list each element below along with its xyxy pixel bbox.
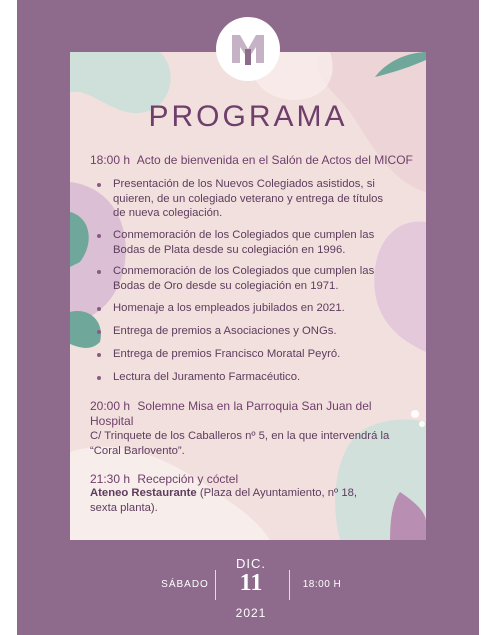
session-2-title: Solemne Misa en la Parroquia San Juan del	[137, 399, 372, 413]
session-2-time: 20:00 h	[90, 399, 131, 413]
footer-month: DIC.	[236, 556, 266, 571]
bullet-icon	[97, 234, 101, 238]
bullet-icon	[97, 330, 101, 334]
session-2-detail: C/ Trinquete de los Caballeros nº 5, en la que intervendrá la “Coral Barlovento”.	[90, 430, 390, 457]
list-item: Lectura del Juramento Farmacéutico.	[113, 371, 301, 383]
session-3-title: Recepción y cóctel	[137, 472, 239, 486]
footer-weekday: SÁBADO	[161, 579, 209, 590]
micof-logo	[216, 17, 280, 81]
session-1-title: Acto de bienvenida en el Salón de Actos del MICOF	[136, 153, 413, 167]
session-3-venue	[90, 486, 380, 515]
session-2-heading	[90, 399, 410, 429]
session-1-heading	[90, 153, 413, 168]
bullet-icon	[97, 376, 101, 380]
footer-day: 11	[239, 570, 263, 596]
footer-divider-right	[289, 570, 290, 600]
list-item: Conmemoración de los Colegiados que cumplen las Bodas de Oro desde su colegiación en 1971.	[113, 265, 375, 292]
list-item: Presentación de los Nuevos Colegiados asistidos, si quieren, de un colegiado veterano y entrega de títulos de nueva colegiación.	[113, 178, 384, 219]
bullet-icon	[97, 270, 101, 274]
bullet-icon	[97, 307, 101, 311]
list-item: Conmemoración de los Colegiados que cumplen las Bodas de Plata desde su colegiación en 1996.	[113, 229, 375, 256]
m-logo-icon	[230, 31, 266, 67]
footer-divider-left	[215, 570, 216, 600]
bullet-icon	[97, 353, 101, 357]
venue-name: Ateneo Restaurante	[90, 487, 197, 499]
session-3-time: 21:30 h	[90, 472, 131, 486]
footer-year: 2021	[235, 606, 267, 620]
venue-detail: (Plaza del Ayuntamiento, nº 18, sexta planta).	[90, 487, 358, 514]
list-item: Entrega de premios Francisco Moratal Peyró.	[113, 348, 341, 360]
dot-2	[419, 421, 425, 427]
session-2-title-cont: Hospital	[90, 414, 134, 428]
list-item: Homenaje a los empleados jubilados en 2021.	[113, 302, 345, 314]
teal-leaf-left-2	[70, 311, 101, 348]
bullet-icon	[97, 183, 101, 187]
list-item: Entrega de premios a Asociaciones y ONGs.	[113, 325, 337, 337]
page-title: PROGRAMA	[148, 100, 348, 133]
session-3-heading	[90, 472, 238, 487]
dot-1	[411, 410, 419, 418]
session-1-time: 18:00 h	[90, 153, 131, 167]
footer-hour: 18:00 H	[302, 579, 342, 590]
